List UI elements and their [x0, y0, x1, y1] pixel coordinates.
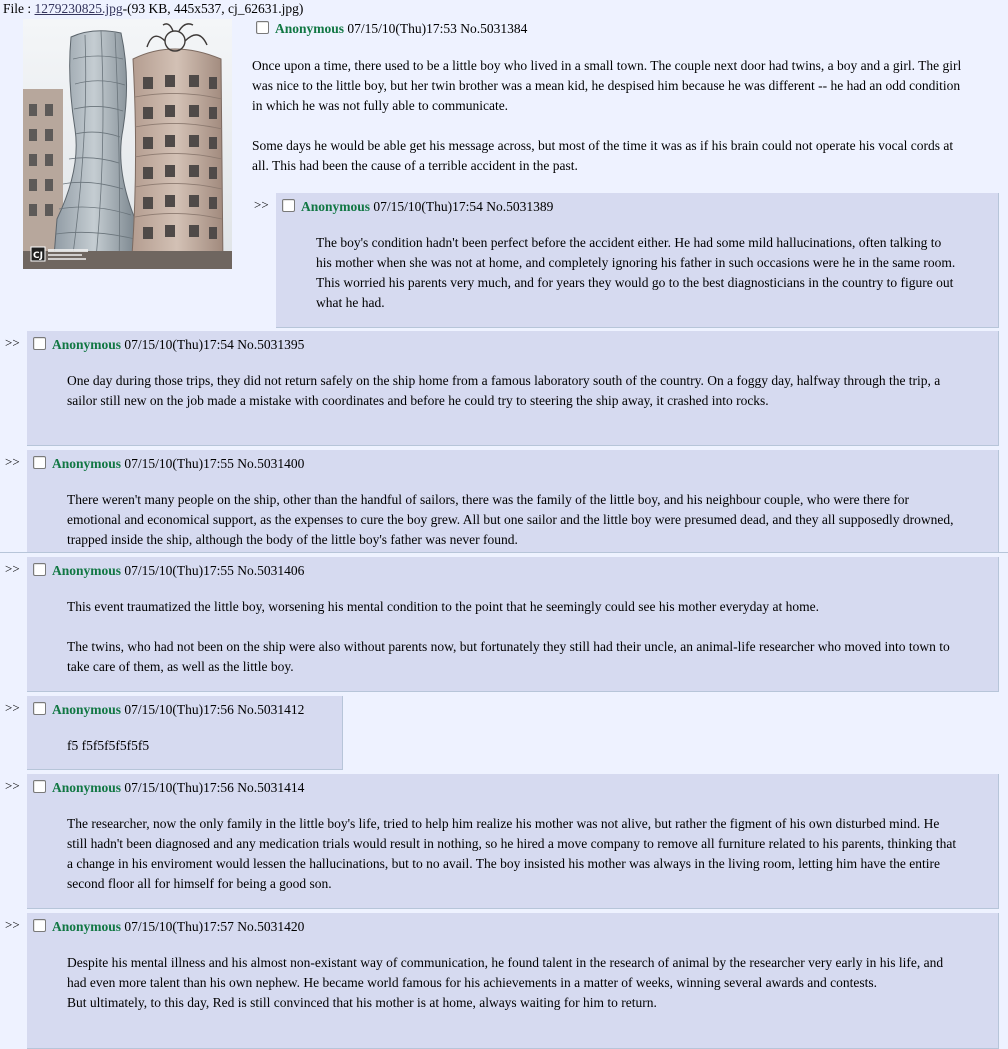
reply-date: 07/15/10(Thu)17:55 — [124, 563, 234, 578]
reply-row — [0, 193, 1000, 327]
file-meta: -(93 KB, 445x537, cj_62631.jpg) — [122, 1, 304, 16]
reply-select-checkbox[interactable] — [282, 199, 295, 212]
op-paragraph: Some days he would be able get his message across, but most of the time it was as if his brain could not operate his vocal cords at all. This had been the cause of a terrible accident in the past. — [252, 138, 954, 173]
file-prefix: File : — [3, 1, 35, 16]
reply-paragraph: There weren't many people on the ship, other than the handful of sailors, there was the family of the little boy, and his neighbour couple, who were there for emotional and economical support, as the expenses to cure the boy grew. All but one sailor and the little boy were presumed dead, and they all supposedly drowned, trapped inside the ship, although the body of the little boy's father was never found. — [67, 492, 954, 547]
reply-paragraph: But ultimately, to this day, Red is still convinced that his mother is at home, always waiting for him to return. — [67, 995, 657, 1010]
reply-select-checkbox[interactable] — [33, 780, 46, 793]
reply-post — [27, 331, 999, 446]
reply-message — [67, 736, 327, 756]
reply-row — [0, 450, 1000, 552]
reply-message — [67, 490, 957, 550]
reply-post — [27, 450, 999, 553]
reply-post-number[interactable]: No.5031389 — [486, 199, 554, 214]
reply-arrow: >> — [254, 197, 269, 212]
reply-poster-name: Anonymous — [52, 456, 122, 471]
horizontal-divider — [0, 552, 1008, 553]
reply-arrow: >> — [5, 700, 20, 715]
op-date: 07/15/10(Thu)17:53 — [347, 21, 457, 36]
reply-post-number[interactable]: No.5031414 — [237, 780, 305, 795]
reply-header — [33, 918, 304, 936]
reply-row — [0, 696, 1000, 769]
reply-paragraph: The boy's condition hadn't been perfect before the accident either. He had some mild hallucinations, often talking to his mother when she was not at home, and completely ignoring his father in such occasions were he in the same room. This worried his parents very much, and for years they would go to the best diagnosticians in the country to figure out what he had. — [316, 235, 956, 310]
reply-arrow: >> — [5, 778, 20, 793]
reply-header — [33, 779, 304, 797]
reply-select-checkbox[interactable] — [33, 702, 46, 715]
reply-paragraph: Despite his mental illness and his almost non-existant way of communication, he found talent in the research of animal by the researcher very early in his life, and had even more talent than his own nephew. He became world famous for his achievements in a matter of weeks, winning several awards and contests. — [67, 955, 944, 990]
op-header — [256, 20, 527, 38]
reply-message — [316, 233, 956, 313]
reply-header — [33, 336, 304, 354]
op-post-number[interactable]: No.5031384 — [460, 21, 528, 36]
reply-message — [67, 814, 957, 894]
reply-header — [282, 198, 553, 216]
reply-header — [33, 455, 304, 473]
reply-paragraph: The twins, who had not been on the ship were also without parents now, but fortunately they still had their uncle, an animal-life researcher who moved into town to take care of them, as well as the little boy. — [67, 639, 950, 674]
reply-select-checkbox[interactable] — [33, 337, 46, 350]
reply-message — [67, 597, 957, 677]
reply-arrow: >> — [5, 454, 20, 469]
op-message — [252, 56, 972, 176]
reply-header — [33, 562, 304, 580]
reply-row — [0, 774, 1000, 908]
reply-post-number[interactable]: No.5031420 — [237, 919, 305, 934]
reply-message — [67, 953, 962, 1013]
reply-poster-name: Anonymous — [52, 919, 122, 934]
reply-message — [67, 371, 957, 411]
reply-date: 07/15/10(Thu)17:54 — [373, 199, 483, 214]
reply-post — [27, 696, 343, 770]
reply-poster-name: Anonymous — [301, 199, 371, 214]
op-select-checkbox[interactable] — [256, 21, 269, 34]
reply-arrow: >> — [5, 917, 20, 932]
reply-arrow: >> — [5, 335, 20, 350]
reply-poster-name: Anonymous — [52, 780, 122, 795]
reply-post-number[interactable]: No.5031412 — [237, 702, 305, 717]
reply-arrow: >> — [5, 561, 20, 576]
reply-paragraph: One day during those trips, they did not return safely on the ship home from a famous laboratory south of the country. On a foggy day, halfway through the trip, a sailor still new on the job made a mistake with coordinates and before he could try to steering the ship away, it crashed into rocks. — [67, 373, 941, 408]
reply-date: 07/15/10(Thu)17:54 — [124, 337, 234, 352]
reply-post — [27, 557, 999, 692]
reply-date: 07/15/10(Thu)17:56 — [124, 780, 234, 795]
reply-row — [0, 913, 1000, 1048]
reply-paragraph: The researcher, now the only family in the little boy's life, tried to help him realize his mother was not alive, but rather the figment of his own disturbed mind. He still hadn't been diagnosed and any medication trials would result in nothing, so he hired a move company to remove all furniture related to his parents, thinking that a change in his enviroment would lessen the hallucinations, but to no avail. The boy insisted his mother was always in the living room, letting him have the entire second floor all for himself for being a good son. — [67, 816, 957, 891]
reply-post-number[interactable]: No.5031400 — [237, 456, 305, 471]
reply-paragraph: This event traumatized the little boy, worsening his mental condition to the point that he seemingly could see his mother everyday at home. — [67, 599, 819, 614]
reply-poster-name: Anonymous — [52, 702, 122, 717]
reply-poster-name: Anonymous — [52, 563, 122, 578]
reply-select-checkbox[interactable] — [33, 456, 46, 469]
reply-select-checkbox[interactable] — [33, 919, 46, 932]
reply-date: 07/15/10(Thu)17:57 — [124, 919, 234, 934]
reply-date: 07/15/10(Thu)17:55 — [124, 456, 234, 471]
reply-post — [27, 774, 999, 909]
reply-row — [0, 331, 1000, 445]
reply-poster-name: Anonymous — [52, 337, 122, 352]
reply-header — [33, 701, 304, 719]
reply-post — [276, 193, 999, 328]
reply-date: 07/15/10(Thu)17:56 — [124, 702, 234, 717]
reply-post — [27, 913, 999, 1049]
reply-select-checkbox[interactable] — [33, 563, 46, 576]
reply-post-number[interactable]: No.5031406 — [237, 563, 305, 578]
svg-text:CJ: CJ — [33, 251, 43, 261]
op-paragraph: Once upon a time, there used to be a little boy who lived in a small town. The couple next door had twins, a boy and a girl. The girl was nice to the little boy, but her twin brother was a mean kid, he despised him because he was different -- he had an odd condition in which he was not fully able to communicate. — [252, 58, 962, 113]
reply-post-number[interactable]: No.5031395 — [237, 337, 305, 352]
file-link[interactable]: 1279230825.jpg — [34, 1, 123, 16]
file-info — [3, 1, 303, 17]
op-poster-name: Anonymous — [275, 21, 345, 36]
reply-row — [0, 557, 1000, 691]
reply-paragraph: f5 f5f5f5f5f5f5 — [67, 738, 150, 753]
